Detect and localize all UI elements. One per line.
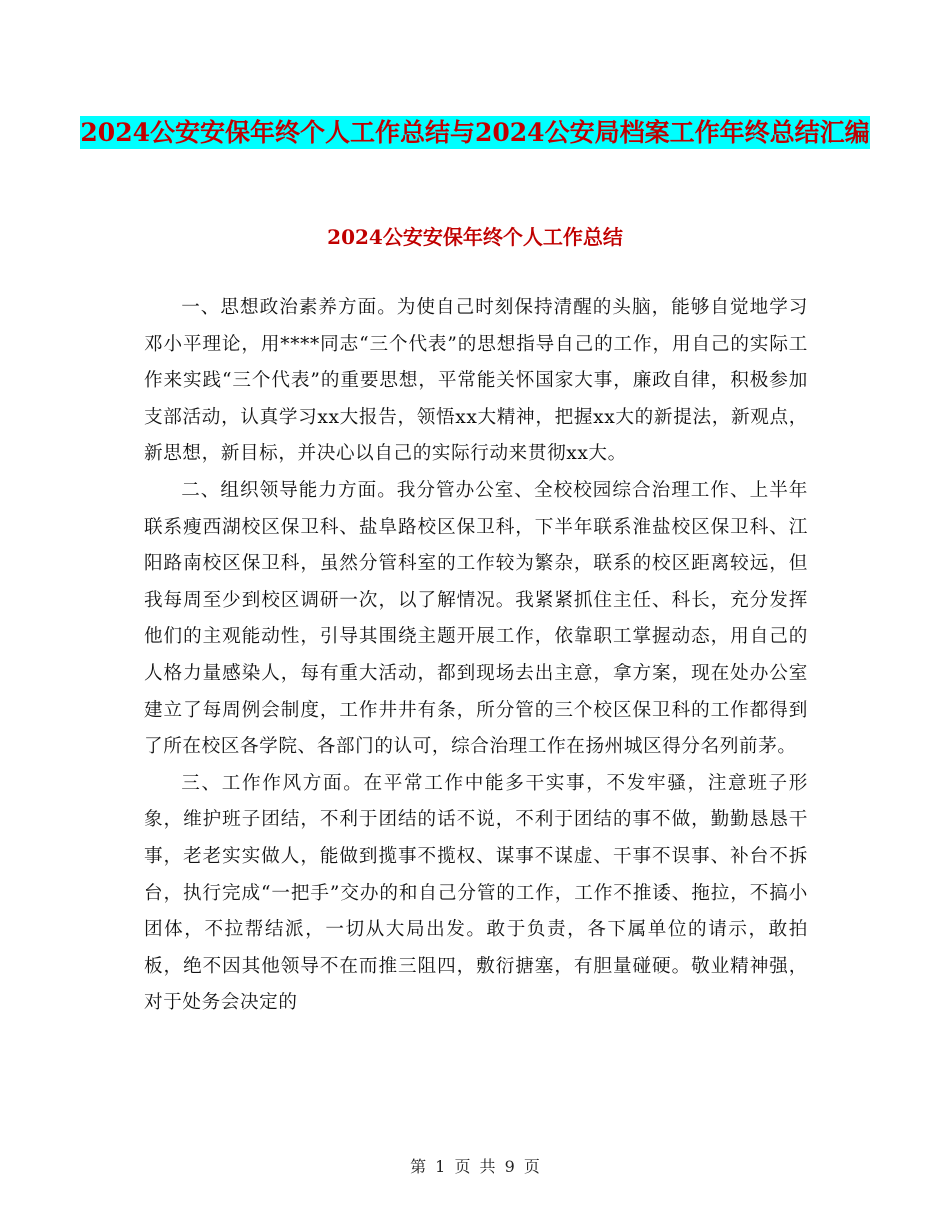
paragraph-political: 一、思想政治素养方面。为使自己时刻保持清醒的头脑，能够自觉地学习邓小平理论，用****同志“三个代表”的思想指导自己的工作，用自己的实际工作来实践“三个代表”的重要思想，平常能关怀国家大事，廉政自律，积极参加支部活动，认真学习xx大报告，领悟xx大精神，把握xx大的新提法，新观点，新思想，新目标，并决心以自己的实际行动来贯彻xx大。 <box>144 297 808 465</box>
document-title-text: 2024公安安保年终个人工作总结与2024公安局档案工作年终总结汇编 <box>80 118 870 147</box>
document-body <box>144 290 808 1022</box>
page-footer: 第 1 页 共 9 页 <box>410 1157 540 1176</box>
section-heading: 2024公安安保年终个人工作总结 <box>327 225 623 249</box>
paragraph-leadership: 二、组织领导能力方面。我分管办公室、全校校园综合治理工作、上半年联系瘦西湖校区保卫科、盐阜路校区保卫科，下半年联系淮盐校区保卫科、江阳路南校区保卫科，虽然分管科室的工作较为繁杂，联系的校区距离较远，但我每周至少到校区调研一次，以了解情况。我紧紧抓住主任、科长，充分发挥他们的主观能动性，引导其围绕主题开展工作，依靠职工掌握动态，用自己的人格力量感染人，每有重大活动，都到现场去出主意，拿方案，现在处办公室建立了每周例会制度，工作井井有条，所分管的三个校区保卫科的工作都得到了所在校区各学院、各部门的认可，综合治理工作在扬州城区得分名列前茅。 <box>144 479 808 758</box>
document-title <box>0 112 950 154</box>
paragraph-work-style: 三、工作作风方面。在平常工作中能多干实事，不发牢骚，注意班子形象，维护班子团结，不利于团结的话不说，不利于团结的事不做，勤勤恳恳干事，老老实实做人，能做到揽事不揽权、谋事不谋虚、干事不误事、补台不拆台，执行完成“一把手”交办的和自己分管的工作，工作不推诿、拖拉，不搞小团体，不拉帮结派，一切从大局出发。敢于负责，各下属单位的请示，敢拍板，绝不因其他领导不在而推三阻四，敷衍搪塞，有胆量碰硬。敬业精神强，对于处务会决定的 <box>144 772 808 1014</box>
